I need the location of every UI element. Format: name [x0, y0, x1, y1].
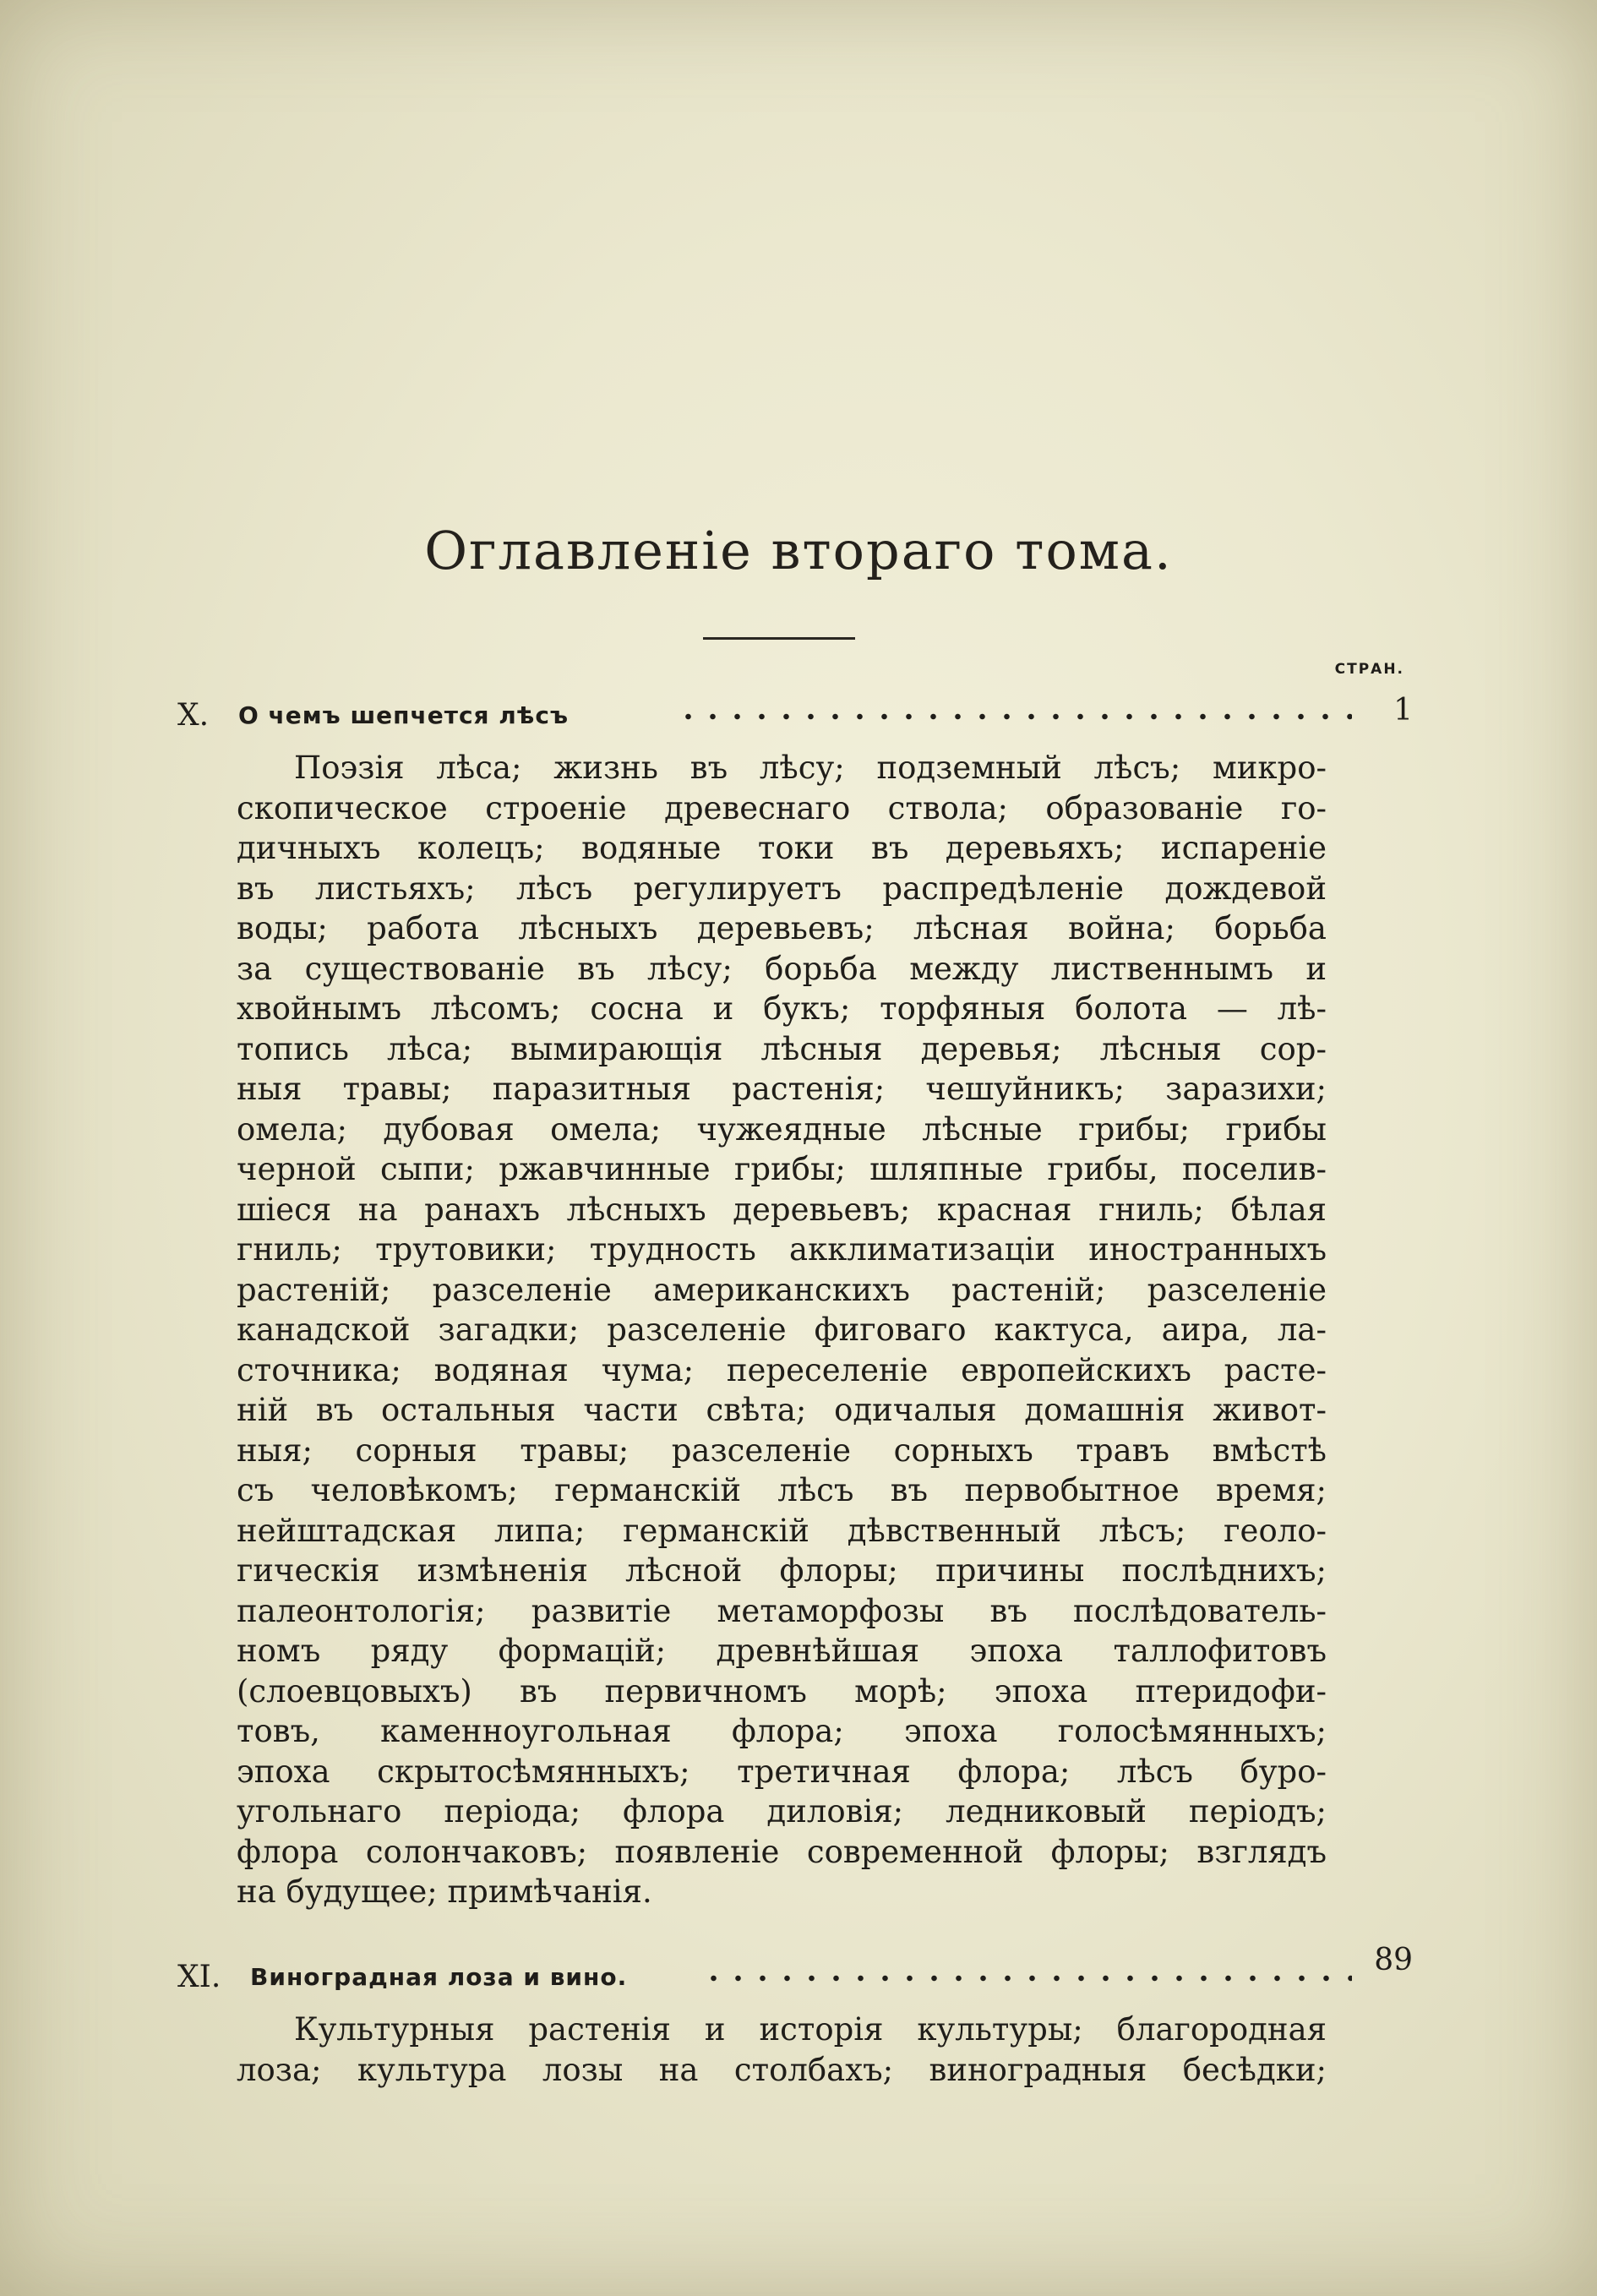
chapter-number: XI.: [177, 1960, 221, 1994]
summary-line: (слоевцовыхъ) въ первичномъ морѣ; эпоха птеридофи-: [237, 1672, 1327, 1710]
chapter-page-number: 1: [1393, 693, 1413, 728]
summary-line: гниль; трутовики; трудность акклиматизаціи иностранныхъ: [237, 1231, 1327, 1268]
summary-line: товъ, каменноугольная флора; эпоха голосѣмянныхъ;: [237, 1713, 1327, 1749]
summary-line: топись лѣса; вымирающія лѣсныя деревья; лѣсныя сор-: [237, 1030, 1327, 1067]
chapter-title: О чемъ шепчется лѣсъ: [238, 701, 570, 729]
chapter-title: Виноградная лоза и вино.: [250, 1963, 628, 1991]
summary-line: номъ ряду формацій; древнѣйшая эпоха таллофитовъ: [237, 1633, 1327, 1669]
summary-line: черной сыпи; ржавчинные грибы; шляпные грибы, поселив-: [237, 1151, 1327, 1187]
summary-line: шіеся на ранахъ лѣсныхъ деревьевъ; красная гниль; бѣлая: [237, 1191, 1327, 1228]
toc-entry-xi[interactable]: [177, 1943, 1413, 1999]
summary-line: эпоха скрытосѣмянныхъ; третичная флора; лѣсъ буро-: [237, 1753, 1327, 1790]
summary-line: растеній; разселеніе американскихъ растеній; разселеніе: [237, 1271, 1327, 1308]
chapter-number: X.: [177, 698, 210, 733]
summary-line: воды; работа лѣсныхъ деревьевъ; лѣсная война; борьба: [237, 910, 1327, 946]
dot-leader: [676, 713, 1352, 720]
chapter-summary-x: [237, 748, 1327, 1912]
summary-line: нейштадская липа; германскій дѣвственный лѣсъ; геоло-: [237, 1512, 1327, 1549]
summary-line: гическія измѣненія лѣсной флоры; причины послѣднихъ;: [237, 1552, 1327, 1589]
summary-line: за существованіе въ лѣсу; борьба между лиственнымъ и: [237, 950, 1327, 987]
chapter-summary-xi: [237, 2010, 1327, 2090]
summary-line: на будущее; примѣчанія.: [237, 1873, 652, 1910]
summary-line: дичныхъ колецъ; водяные токи въ деревьяхъ; испареніе: [237, 830, 1327, 866]
chapter-page-number: 89: [1374, 1943, 1413, 1977]
summary-line: лоза; культура лозы на столбахъ; виноградныя бесѣдки;: [237, 2051, 1327, 2088]
summary-line: въ листьяхъ; лѣсъ регулируетъ распредѣленіе дождевой: [237, 870, 1327, 907]
summary-line: Культурныя растенія и исторія культуры; благородная: [294, 2011, 1327, 2048]
summary-line: угольнаго періода; флора диловія; ледниковый періодъ;: [237, 1793, 1327, 1830]
summary-line: хвойнымъ лѣсомъ; сосна и букъ; торфяныя болота — лѣ-: [237, 990, 1327, 1027]
summary-line: омела; дубовая омела; чужеядные лѣсные грибы; грибы: [237, 1110, 1327, 1148]
title-rule: [703, 637, 855, 640]
summary-line: скопическое строеніе древеснаго ствола; образованіе го-: [237, 789, 1327, 826]
summary-line: флора солончаковъ; появленіе современной флоры; взглядъ: [237, 1833, 1327, 1870]
summary-line: съ человѣкомъ; германскій лѣсъ въ первобытное время;: [237, 1472, 1327, 1508]
summary-line: палеонтологія; развитіе метаморфозы въ послѣдователь-: [237, 1592, 1327, 1629]
summary-line: канадской загадки; разселеніе фиговаго кактуса, аира, ла-: [237, 1312, 1327, 1348]
summary-line: ныя; сорныя травы; разселеніе сорныхъ травъ вмѣстѣ: [237, 1432, 1327, 1469]
summary-line: Поэзія лѣса; жизнь въ лѣсу; подземный лѣсъ; микро-: [294, 750, 1327, 786]
summary-line: ній въ остальныя части свѣта; одичалыя домашнія живот-: [237, 1392, 1327, 1428]
summary-line: ныя травы; паразитныя растенія; чешуйникъ; заразихи;: [237, 1071, 1327, 1107]
toc-entry-x[interactable]: [177, 695, 1413, 737]
page-column-label: СТРАН.: [1334, 661, 1404, 678]
summary-line: сточника; водяная чума; переселеніе европейскихъ расте-: [237, 1351, 1327, 1388]
dot-leader: [701, 1975, 1352, 1982]
page-title: Оглавленіе втораго тома.: [424, 520, 1173, 581]
